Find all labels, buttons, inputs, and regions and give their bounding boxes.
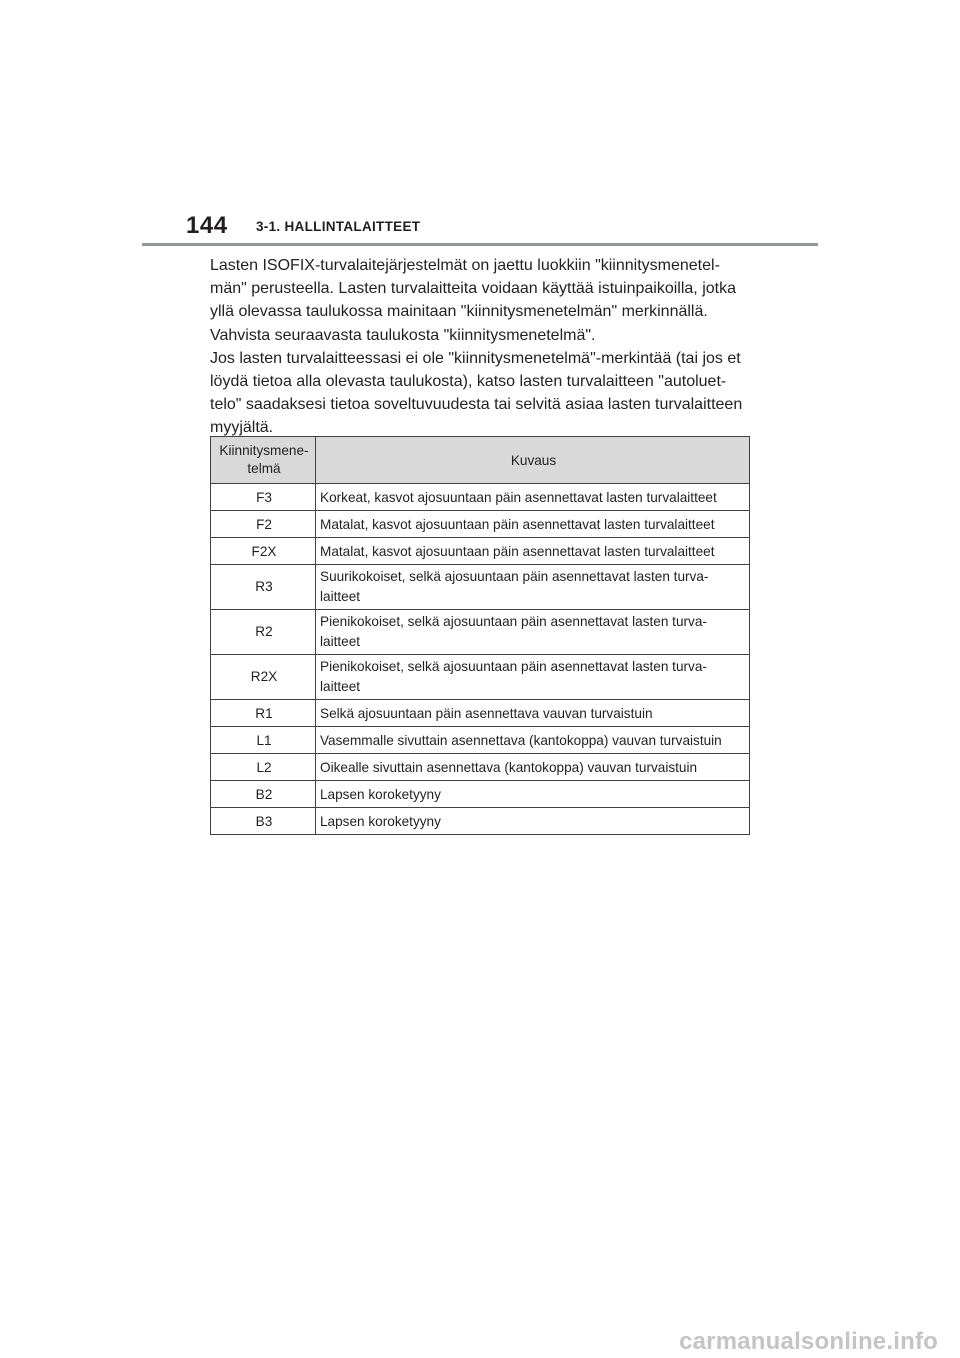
row-description: Vasemmalle sivuttain asennettava (kantokoppa) vauvan turvaistuin: [316, 727, 750, 754]
row-code: R2: [211, 610, 316, 655]
row-description: Matalat, kasvot ajosuuntaan päin asennettavat lasten turvalaitteet: [316, 511, 750, 538]
table-row: [211, 781, 750, 808]
intro-line: löydä tietoa alla olevasta taulukosta), katso lasten turvalaitteen "autoluet-: [210, 373, 727, 391]
table-row: [211, 484, 750, 511]
row-description-line1: Pienikokoiset, selkä ajosuuntaan päin asennettavat lasten turva-: [320, 614, 707, 629]
row-description-line1: Pienikokoiset, selkä ajosuuntaan päin asennettavat lasten turva-: [320, 659, 707, 674]
watermark: carmanualsonline.info: [679, 1328, 938, 1355]
table-row: [211, 700, 750, 727]
table-row: [211, 538, 750, 565]
row-description: Matalat, kasvot ajosuuntaan päin asennettavat lasten turvalaitteet: [316, 538, 750, 565]
header-fixing-method: [211, 437, 316, 484]
intro-line: myyjältä.: [210, 419, 274, 437]
fixing-method-table: [210, 436, 750, 835]
header-fixing-method-line2: telmä: [247, 461, 281, 476]
intro-line: telo" saadaksesi tietoa soveltuvuudesta tai selvitä asiaa lasten turvalaitteen: [210, 396, 743, 414]
header-divider: [142, 243, 818, 246]
row-code: F3: [211, 484, 316, 511]
header-fixing-method-line1: Kiinnitysmene-: [219, 443, 309, 458]
row-description: Selkä ajosuuntaan päin asennettava vauvan turvaistuin: [316, 700, 750, 727]
header-description: Kuvaus: [316, 437, 750, 484]
table-row: [211, 511, 750, 538]
row-code: R2X: [211, 655, 316, 700]
intro-line: Vahvista seuraavasta taulukosta "kiinnitysmenetelmä".: [210, 326, 596, 344]
row-description-line1: Suurikokoiset, selkä ajosuuntaan päin asennettavat lasten turva-: [320, 569, 709, 584]
intro-line: män" perusteella. Lasten turvalaitteita voidaan käyttää istuinpaikoilla, jotka: [210, 280, 736, 298]
row-description: Lapsen koroketyyny: [316, 781, 750, 808]
page-number: 144: [186, 212, 228, 239]
row-description: Lapsen koroketyyny: [316, 808, 750, 835]
table-row: [211, 808, 750, 835]
row-description-line2: laitteet: [320, 679, 361, 694]
table-row: [211, 610, 750, 655]
section-title: 3-1. HALLINTALAITTEET: [256, 219, 421, 234]
table-row: [211, 565, 750, 610]
row-code: F2X: [211, 538, 316, 565]
intro-line: Jos lasten turvalaitteessasi ei ole "kiinnitysmenetelmä"-merkintää (tai jos et: [210, 349, 741, 367]
table-header-row: [211, 437, 750, 484]
row-description: [316, 565, 750, 610]
row-description-line2: laitteet: [320, 634, 361, 649]
intro-paragraph: [210, 254, 770, 440]
table-row: [211, 754, 750, 781]
row-description: [316, 610, 750, 655]
row-code: B3: [211, 808, 316, 835]
row-code: R1: [211, 700, 316, 727]
intro-line: yllä olevassa taulukossa mainitaan "kiinnitysmenetelmän" merkinnällä.: [210, 303, 708, 321]
intro-line: Lasten ISOFIX-turvalaitejärjestelmät on jaettu luokkiin "kiinnitysmenetel-: [210, 257, 720, 274]
row-description: Korkeat, kasvot ajosuuntaan päin asennettavat lasten turvalaitteet: [316, 484, 750, 511]
row-description-line2: laitteet: [320, 589, 361, 604]
row-code: L2: [211, 754, 316, 781]
row-code: F2: [211, 511, 316, 538]
row-description: Oikealle sivuttain asennettava (kantokoppa) vauvan turvaistuin: [316, 754, 750, 781]
row-description: [316, 655, 750, 700]
table-row: [211, 655, 750, 700]
row-code: R3: [211, 565, 316, 610]
row-code: L1: [211, 727, 316, 754]
row-code: B2: [211, 781, 316, 808]
table-row: [211, 727, 750, 754]
